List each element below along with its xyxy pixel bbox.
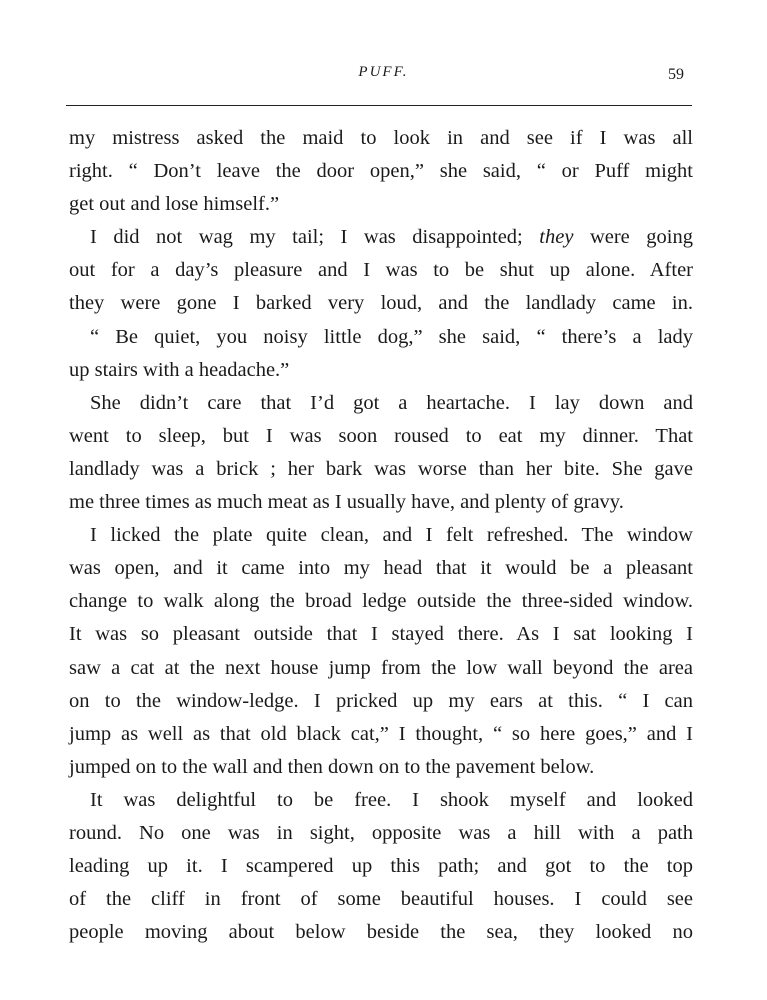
text-line: It was so pleasant outside that I stayed there. As I sat looking I [69, 623, 693, 646]
text-line: leading up it. I scampered up this path; and got to the top [69, 855, 693, 878]
text-line: It was delightful to be free. I shook myself and looked [90, 788, 693, 811]
text-fragment: were going [573, 226, 693, 249]
text-line: jumped on to the wall and then down on to the pavement below. [69, 755, 595, 778]
header-rule [66, 105, 692, 106]
text-line: change to walk along the broad ledge outside the three-sided window. [69, 590, 693, 613]
text-line: on to the window-ledge. I pricked up my ears at this. “ I can [69, 689, 693, 712]
text-line: out for a day’s pleasure and I was to be shut up alone. After [69, 259, 693, 282]
text-line: of the cliff in front of some beautiful houses. I could see [69, 888, 693, 911]
text-line: right. “ Don’t leave the door open,” she said, “ or Puff might [69, 160, 693, 183]
text-line: was open, and it came into my head that it would be a pleasant [69, 557, 693, 580]
body-text [69, 122, 693, 949]
text-line: up stairs with a headache.” [69, 358, 290, 381]
text-line: me three times as much meat as I usually have, and plenty of gravy. [69, 491, 624, 514]
page-number: 59 [668, 66, 684, 83]
text-line: my mistress asked the maid to look in and see if I was all [69, 127, 693, 149]
text-line: jump as well as that old black cat,” I thought, “ so here goes,” and I [69, 722, 693, 745]
text-line: went to sleep, but I was soon roused to eat my dinner. That [69, 424, 693, 447]
text-line: saw a cat at the next house jump from the low wall beyond the area [69, 656, 693, 679]
text-line: round. No one was in sight, opposite was a hill with a path [69, 821, 693, 844]
running-title: PUFF. [358, 64, 409, 80]
text-line: people moving about below beside the sea, they looked no [69, 921, 693, 944]
italic-text: they [539, 226, 574, 249]
text-line [69, 221, 693, 254]
text-line: they were gone I barked very loud, and the landlady came in. [69, 292, 693, 315]
text-line: She didn’t care that I’d got a heartache. I lay down and [90, 391, 693, 414]
text-line: I licked the plate quite clean, and I felt refreshed. The window [90, 524, 693, 547]
text-line: “ Be quiet, you noisy little dog,” she said, “ there’s a lady [90, 325, 693, 348]
text-line: landlady was a brick ; her bark was worse than her bite. She gave [69, 457, 693, 480]
text-fragment: I did not wag my tail; I was disappointed; [90, 226, 540, 249]
text-line: get out and lose himself.” [69, 193, 280, 216]
